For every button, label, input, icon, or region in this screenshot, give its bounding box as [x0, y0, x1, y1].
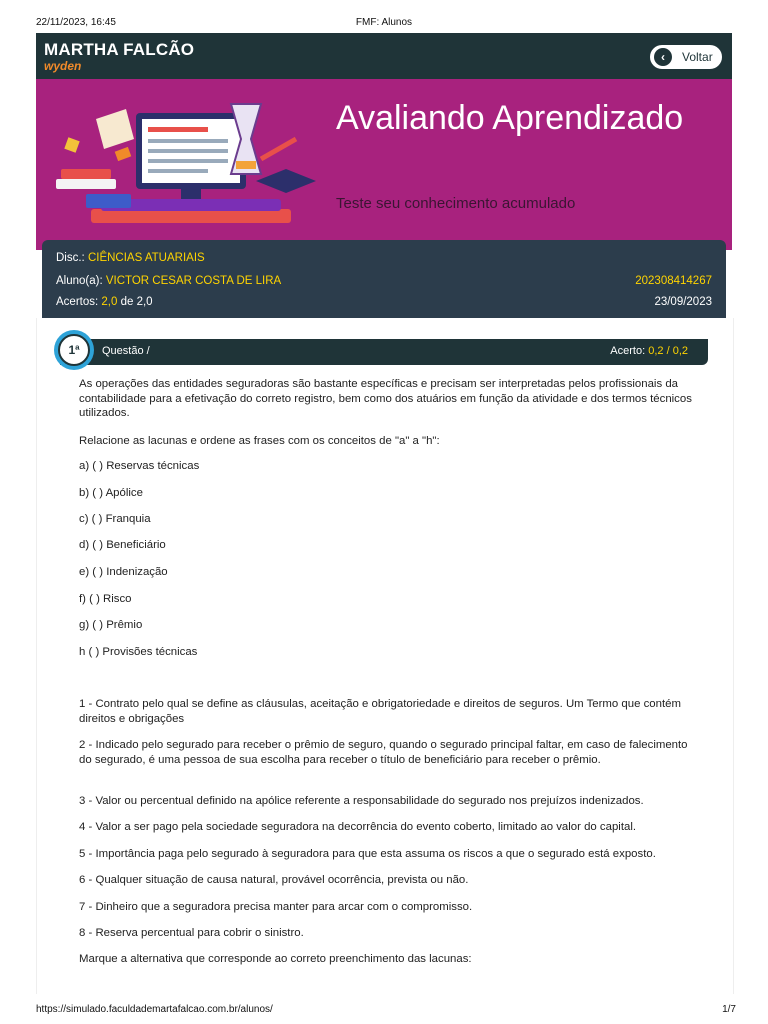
- exam-date: 23/09/2023: [654, 296, 712, 308]
- question-header-bar: [60, 339, 708, 365]
- lacuna-item: c) ( ) Franquia: [79, 513, 151, 525]
- question-number-badge: [54, 330, 94, 370]
- definition-item: 4 - Valor a ser pago pela sociedade seguradora na decorrência do evento coberto, limitado ao valor do capital.: [79, 821, 637, 833]
- discipline-label: Disc.:: [56, 252, 85, 264]
- question-label: Questão /: [102, 345, 150, 357]
- question-score-label: Acerto:: [610, 345, 646, 357]
- study-illustration: [56, 99, 326, 239]
- answer-prompt: Marque a alternativa que corresponde ao correto preenchimento das lacunas:: [79, 953, 472, 965]
- lacuna-item: g) ( ) Prêmio: [79, 619, 143, 631]
- chevron-left-icon: ‹: [654, 48, 672, 66]
- score-of: de: [120, 296, 134, 308]
- back-button[interactable]: [648, 43, 724, 71]
- definition-item: 2 - Indicado pelo segurado para receber o prêmio de seguro, quando o segurado principal faltar, em caso de falecimento do segurado, é uma pessoa de sua escolha para receber o título de beneficiário para receber o prêmio.: [79, 739, 688, 766]
- print-page-number: 1/7: [722, 1004, 736, 1015]
- print-header: [0, 0, 768, 32]
- lacuna-item: d) ( ) Beneficiário: [79, 539, 166, 551]
- score-label: Acertos:: [56, 296, 99, 308]
- score-value: 2,0: [101, 296, 118, 308]
- definition-item: 8 - Reserva percentual para cobrir o sinistro.: [79, 927, 304, 939]
- definition-item: 1 - Contrato pelo qual se define as cláusulas, aceitação e obrigatoriedade e direitos de seguros. Um Termo que contém direitos e obrigações: [79, 698, 681, 725]
- definition-item: 5 - Importância paga pelo segurado à seguradora para que esta assuma os riscos a que o segurado está exposto.: [79, 848, 656, 860]
- question-score-total: 0,2: [672, 345, 688, 357]
- definition-item: 7 - Dinheiro que a seguradora precisa manter para arcar com o compromisso.: [79, 901, 473, 913]
- question-score: [610, 345, 688, 357]
- print-footer: [0, 996, 768, 1024]
- student-name: VICTOR CESAR COSTA DE LIRA: [105, 275, 282, 287]
- banner-title: Avaliando Aprendizado: [336, 99, 684, 137]
- question-score-value: 0,2: [648, 345, 664, 357]
- brand-sub-logo: wyden: [44, 59, 82, 73]
- student-row: [56, 275, 712, 287]
- student-id: 202308414267: [635, 275, 712, 287]
- print-datetime: 22/11/2023, 16:45: [36, 17, 116, 28]
- definition-item: 6 - Qualquer situação de causa natural, provável ocorrência, prevista ou não.: [79, 874, 469, 886]
- lacuna-item: a) ( ) Reservas técnicas: [79, 460, 200, 472]
- discipline-row: [56, 252, 712, 264]
- student-label: Aluno(a):: [56, 275, 103, 287]
- lacuna-item: h ( ) Provisões técnicas: [79, 646, 198, 658]
- lacuna-item: b) ( ) Apólice: [79, 487, 143, 499]
- discipline-value: CIÊNCIAS ATUARIAIS: [87, 252, 205, 264]
- lacuna-item: e) ( ) Indenização: [79, 566, 168, 578]
- question-intro: As operações das entidades seguradoras são bastante específicas e precisam ser interpretadas pelos profissionais da contabilidade para a efetivação do correto registro, bem como dos atuários em função da atividade e dos termos técnicos utilizados.: [79, 378, 692, 420]
- top-bar: [36, 33, 732, 79]
- score-row: [56, 296, 712, 308]
- lacuna-item: f) ( ) Risco: [79, 593, 132, 605]
- back-button-label: Voltar: [682, 50, 713, 64]
- score-total: 2,0: [136, 296, 153, 308]
- brand-logo-text: MARTHA FALCÃO: [44, 40, 195, 59]
- student-info-panel: [42, 240, 726, 318]
- banner: [36, 79, 732, 250]
- question-instruction: Relacione as lacunas e ordene as frases com os conceitos de "a" a "h":: [79, 435, 440, 447]
- question-score-sep: /: [666, 345, 670, 357]
- definition-item: 3 - Valor ou percentual definido na apólice referente a responsabilidade do segurado nos prejuízos indenizados.: [79, 795, 644, 807]
- print-tab-title: FMF: Alunos: [355, 17, 413, 28]
- print-url: https://simulado.faculdademartafalcao.com.br/alunos/: [36, 1004, 273, 1015]
- banner-subtitle: Teste seu conhecimento acumulado: [336, 195, 576, 212]
- question-number: 1ª: [58, 334, 90, 366]
